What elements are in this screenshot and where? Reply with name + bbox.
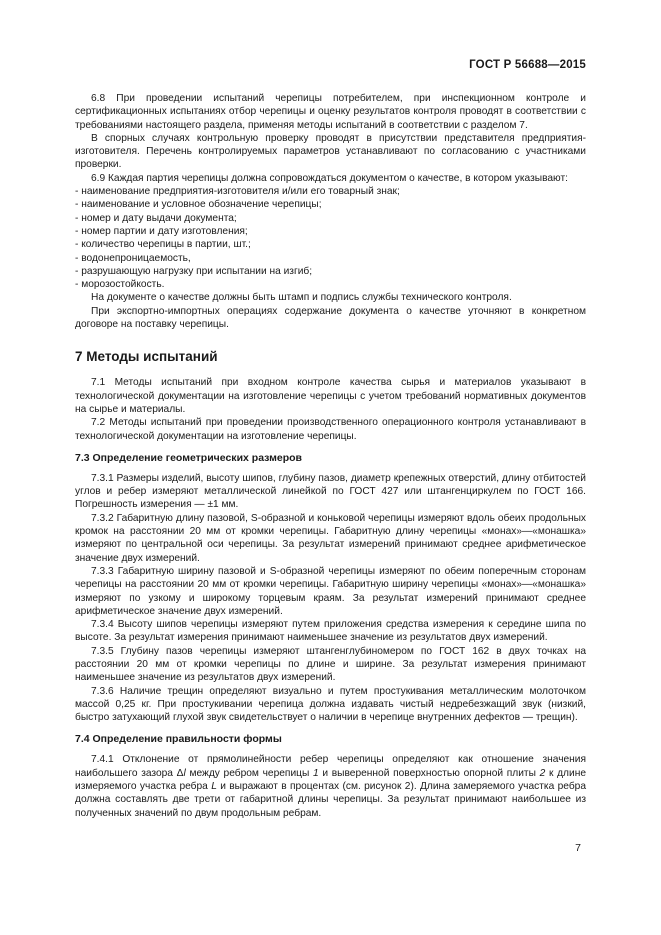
paragraph-7-3-1: 7.3.1 Размеры изделий, высоту шипов, глубину пазов, диаметр крепежных отверстий, длину отбитостей углов и ребер измеряют металлической линейкой по ГОСТ 427 или штангенциркулем по ГОСТ 166. Погрешность измерения — ±1 мм.: [75, 472, 586, 511]
paragraph-7-3-5: 7.3.5 Глубину пазов черепицы измеряют штангенглубиномером по ГОСТ 162 в двух точках на расстоянии 20 мм от кромки черепицы по длине и ширине. За результат измерения принимают наименьшее значение из результатов двух измерений.: [75, 645, 586, 684]
list-item: - водонепроницаемость,: [75, 252, 191, 264]
text-run: и выражают в процентах (см. рисунок 2). Длина замеряемого участка ребра должна составлять две трети от габаритной длины черепицы. За результат принимают наибольшее из полученных значений по двум продольным ребрам.: [75, 781, 586, 819]
text-run: между ребром черепицы: [185, 767, 313, 779]
list-item: - наименование и условное обозначение черепицы;: [75, 199, 322, 211]
subsection-7-4-heading: 7.4 Определение правильности формы: [75, 733, 282, 746]
text-run: и выверенной поверхностью опорной плиты: [318, 767, 540, 779]
paragraph-7-3-4: 7.3.4 Высоту шипов черепицы измеряют путем приложения средства измерения к середине шипа по высоте. За результат измерения принимают наименьшее значение из результатов двух измерений.: [75, 619, 586, 644]
list-item: - наименование предприятия-изготовителя и/или его товарный знак;: [75, 186, 400, 198]
italic-ref-2: 2: [539, 767, 546, 779]
section-7-heading: 7 Методы испытаний: [75, 349, 218, 365]
paragraph-7-3-6: 7.3.6 Наличие трещин определяют визуально и путем простукивания металлическим молоточком массой 0,25 кг. При простукивании черепица должна издавать чистый недребезжащий звук (низкий, быстро затухающий глухой звук свидетельствует о наличии в черепице внутренних дефектов — трещин).: [75, 685, 586, 724]
paragraph-7-4-1: [75, 753, 586, 819]
list-item: - морозостойкость.: [75, 279, 165, 291]
paragraph-export: При экспортно-импортных операциях содержание документа о качестве уточняют в конкретном договоре на поставку черепицы.: [75, 305, 586, 331]
text-run: к длине измеряемого участка ребра: [75, 767, 586, 793]
quality-document-list: [75, 185, 586, 291]
paragraph-6-8: 6.8 При проведении испытаний черепицы потребителем, при инспекционном контроле и сертификационных испытаниях отбор черепицы и оценку результатов контроля проводят в соответствии с требованиями настоящего раздела, применяя методы испытаний в соответствии с разделом 7.: [75, 93, 586, 131]
subsection-7-3-heading: 7.3 Определение геометрических размеров: [75, 451, 303, 464]
paragraph-6-9: 6.9 Каждая партия черепицы должна сопровождаться документом о качестве, в котором указывают:: [91, 172, 568, 184]
list-item: - номер партии и дату изготовления;: [75, 225, 248, 237]
paragraph-7-1: 7.1 Методы испытаний при входном контроле качества сырья и материалов указывают в технологической документации на изготовление черепицы с учетом требований нормативных документов на сырье и материалы.: [75, 377, 586, 415]
paragraph-7-3-2: 7.3.2 Габаритную длину пазовой, S-образной и коньковой черепицы измеряют вдоль обеих продольных кромок на расстоянии 20 мм от кромки черепицы. Габаритную длину черепицы «монах»—«монашка» измеряют по центральной оси черепицы. За результат измерений принимают среднее арифметическое значение двух измерений.: [75, 512, 586, 564]
list-item: - номер и дату выдачи документа;: [75, 212, 237, 224]
text-run: 7.4.1 Отклонение от прямолинейности ребер черепицы определяют как отношение значения наибольшего зазора Δ: [75, 754, 586, 779]
list-item: - разрушающую нагрузку при испытании на изгиб;: [75, 265, 313, 277]
paragraph-stamp: На документе о качестве должны быть штамп и подпись службы технического контроля.: [91, 292, 512, 304]
italic-l: l: [183, 767, 186, 779]
paragraph-7-3-3: 7.3.3 Габаритную ширину пазовой и S-образной черепицы измеряют по обеим поперечным сторонам черепицы на расстоянии 20 мм от кромки черепицы. Габаритную ширину черепицы «монах»—«монашка» измеряют по узкому и широкому торцевым краям. За результат измерений принимают среднее арифметическое значение двух измерений.: [75, 565, 586, 617]
paragraph-7-2: 7.2 Методы испытаний при проведении производственного операционного контроля устанавливают в технологической документации на изготовление черепицы.: [75, 417, 586, 442]
document-body: [75, 92, 586, 820]
paragraph-6-8-dispute: В спорных случаях контрольную проверку проводят в присутствии представителя предприятия-изготовителя. Перечень контролируемых параметров устанавливают по согласованию с участниками проверки.: [75, 132, 586, 171]
italic-L: L: [211, 781, 217, 793]
list-item: - количество черепицы в партии, шт.;: [75, 239, 251, 251]
document-id-header: ГОСТ Р 56688—2015: [469, 59, 586, 71]
page-number: 7: [575, 842, 581, 854]
italic-ref-1: 1: [313, 767, 319, 779]
